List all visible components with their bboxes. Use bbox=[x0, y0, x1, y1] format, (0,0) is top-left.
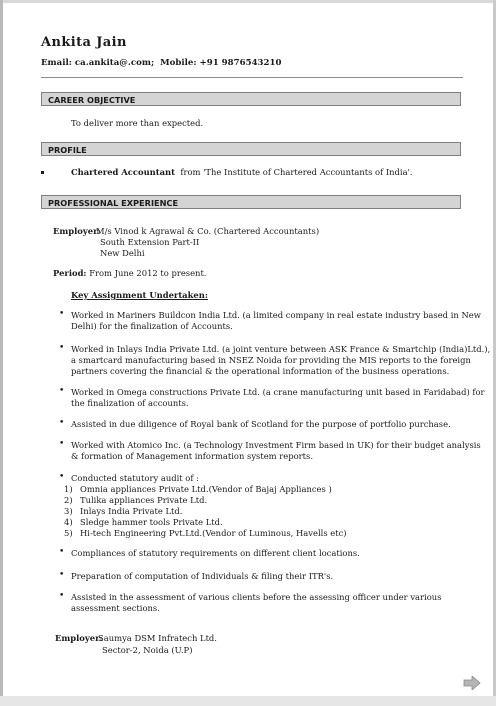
audit-number: 5) bbox=[64, 528, 73, 538]
list-bullet: • bbox=[59, 472, 65, 482]
list-item-cont: a smartcard manufacturing based in NSEZ Noida for providing the MIS reports to the foreign bbox=[71, 355, 471, 365]
audit-number: 4) bbox=[64, 517, 73, 527]
audit-item: Inlays India Private Ltd. bbox=[80, 506, 183, 516]
page-frame-bottom bbox=[0, 696, 496, 706]
list-item-cont: Delhi) for the finalization of Accounts. bbox=[71, 321, 233, 331]
header-divider bbox=[41, 77, 463, 78]
audit-number: 2) bbox=[64, 495, 73, 505]
email-value[interactable]: ca.ankita@.com bbox=[74, 58, 151, 68]
list-bullet: • bbox=[59, 439, 65, 449]
list-bullet: • bbox=[59, 591, 65, 601]
list-item-cont: assessment sections. bbox=[71, 603, 160, 613]
list-item-cont: partners covering the financial & the operational information of the business operations. bbox=[71, 366, 450, 376]
list-item-cont: & formation of Management information system reports. bbox=[71, 451, 313, 461]
email-label: Email: bbox=[41, 58, 72, 68]
list-item: Worked in Omega constructions Private Ltd. (a crane manufacturing unit based in Faridabad) for bbox=[71, 387, 485, 397]
list-item: Conducted statutory audit of : bbox=[71, 473, 199, 483]
page-frame-top bbox=[0, 0, 496, 3]
profile-institute: from 'The Institute of Chartered Accountants of India'. bbox=[180, 167, 413, 177]
audit-item: Sledge hammer tools Private Ltd. bbox=[80, 517, 223, 527]
mobile-value: +91 9876543210 bbox=[199, 58, 282, 68]
list-bullet: • bbox=[59, 418, 65, 428]
profile-bullet bbox=[41, 171, 44, 174]
profile-heading: PROFILE bbox=[41, 142, 461, 156]
profile-text bbox=[71, 167, 413, 178]
list-item: Assisted in the assessment of various clients before the assessing officer under various bbox=[71, 592, 442, 602]
employer1-line2: South Extension Part-II bbox=[100, 237, 200, 247]
list-bullet: • bbox=[59, 343, 65, 353]
career-objective-heading: CAREER OBJECTIVE bbox=[41, 92, 461, 106]
audit-item: Hi-tech Engineering Pvt.Ltd.(Vendor of Luminous, Havells etc) bbox=[80, 528, 347, 538]
assignments-heading: Key Assignment Undertaken: bbox=[71, 290, 208, 300]
employer1-line1: M/s Vinod k Agrawal & Co. (Chartered Accountants) bbox=[96, 226, 320, 236]
employer2-line2: Sector-2, Noida (U.P) bbox=[102, 645, 193, 655]
candidate-name: Ankita Jain bbox=[41, 35, 127, 50]
list-item: Assisted in due diligence of Royal bank of Scotland for the purpose of portfolio purchase. bbox=[71, 419, 451, 429]
list-bullet: • bbox=[59, 570, 65, 580]
list-item: Preparation of computation of Individuals & filing their ITR's. bbox=[71, 571, 334, 581]
list-item: Worked with Atomico Inc. (a Technology Investment Firm based in UK) for their budget analysis bbox=[71, 440, 481, 450]
next-arrow-icon[interactable] bbox=[463, 676, 481, 690]
audit-number: 1) bbox=[64, 484, 73, 494]
mobile-label: Mobile: bbox=[160, 58, 197, 68]
list-bullet: • bbox=[59, 386, 65, 396]
employer2-line1: Saumya DSM Infratech Ltd. bbox=[98, 633, 217, 643]
employer1-label: Employer: bbox=[53, 226, 101, 236]
period-line bbox=[53, 268, 206, 279]
list-bullet: • bbox=[59, 547, 65, 557]
list-item: Worked in Inlays India Private Ltd. (a joint venture between ASK France & Smartchip (India)Ltd.), bbox=[71, 344, 491, 354]
page-frame-left bbox=[0, 0, 3, 706]
period-label: Period: bbox=[53, 268, 87, 278]
list-bullet: • bbox=[59, 309, 65, 319]
employer1-line3: New Delhi bbox=[100, 248, 145, 258]
period-value: From June 2012 to present. bbox=[89, 268, 207, 278]
list-item: Compliances of statutory requirements on different client locations. bbox=[71, 548, 360, 558]
employer2-label: Employer: bbox=[55, 633, 103, 643]
audit-number: 3) bbox=[64, 506, 73, 516]
experience-heading: PROFESSIONAL EXPERIENCE bbox=[41, 195, 461, 209]
career-objective-text: To deliver more than expected. bbox=[71, 118, 204, 128]
profile-qualification: Chartered Accountant bbox=[71, 167, 176, 177]
contact-line: Email: ca.ankita@.com; Mobile: +91 9876543210 bbox=[41, 58, 282, 68]
list-item: Worked in Mariners Buildcon India Ltd. (a limited company in real estate industry based in New bbox=[71, 310, 481, 320]
audit-item: Omnia appliances Private Ltd.(Vendor of Bajaj Appliances ) bbox=[80, 484, 332, 494]
audit-item: Tulika appliances Private Ltd. bbox=[80, 495, 208, 505]
list-item-cont: the finalization of accounts. bbox=[71, 398, 189, 408]
